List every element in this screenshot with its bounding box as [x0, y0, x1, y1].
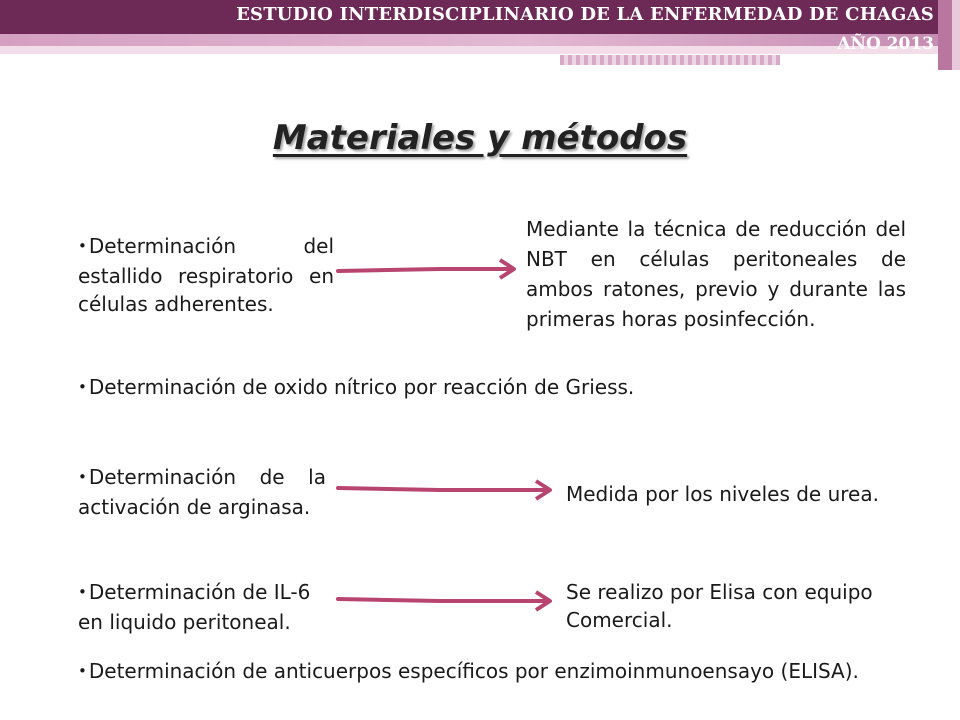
detail-elisa-line1: Se realizo por Elisa con equipo	[566, 580, 873, 604]
detail-urea: Medida por los niveles de urea.	[566, 482, 879, 506]
bullet-il6: • Determinación de IL-6 en liquido peritoneal.	[78, 578, 338, 636]
bullet-oxido-nitrico: • Determinación de oxido nítrico por reacción de Griess.	[78, 373, 838, 403]
detail-elisa-line2: Comercial.	[566, 608, 673, 632]
slide-title: Materiales y métodos	[272, 118, 688, 158]
bullet-anticuerpos: • Determinación de anticuerpos específicos por enzimoinmunoensayo (ELISA).	[78, 657, 938, 687]
bullet-estallido-respiratorio: • Determinación del estallido respiratorio en células adherentes.	[78, 232, 334, 318]
arrow-item4	[338, 592, 550, 610]
bullet-arginasa: • Determinación de la activación de arginasa.	[78, 463, 326, 521]
header-title: ESTUDIO INTERDISCIPLINARIO DE LA ENFERMEDAD DE CHAGAS	[236, 4, 934, 25]
arrow-item1	[338, 260, 514, 278]
detail-nbt-technique: Mediante la técnica de reducción del NBT en células peritoneales de ambos ratones, previo y durante las primeras horas posinfección.	[526, 217, 906, 331]
header-year: AÑO 2013	[837, 34, 934, 54]
arrow-item3	[338, 481, 550, 499]
